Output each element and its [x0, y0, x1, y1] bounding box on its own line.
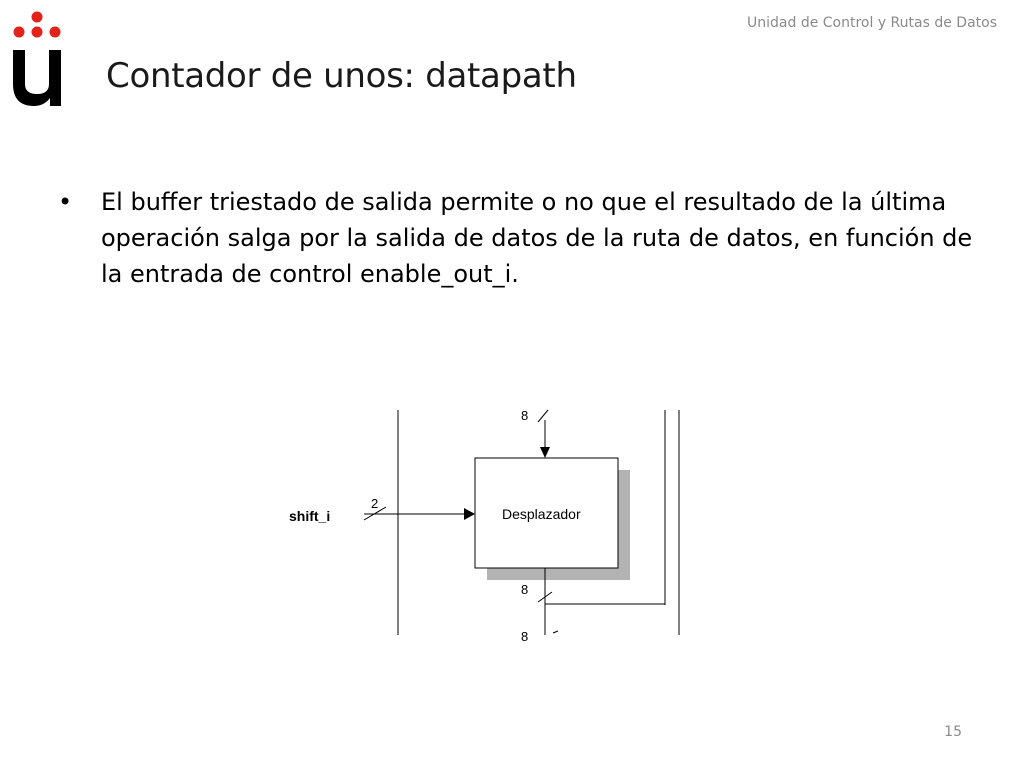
- bullet-item: [58, 184, 988, 292]
- datapath-diagram: [280, 405, 700, 644]
- top-bus-width-label: 8: [521, 408, 529, 423]
- logo-dot-center: [32, 27, 43, 38]
- input-signal-label: shift_i: [289, 508, 331, 524]
- input-width-label: 2: [371, 496, 379, 511]
- partial-bottom-slash: [553, 631, 558, 633]
- logo-dot-top: [32, 12, 43, 23]
- logo-dot-left: [14, 27, 25, 38]
- bullet-mark: •: [58, 188, 73, 216]
- logo-dot-right: [50, 27, 61, 38]
- top-bus-slash: [538, 410, 548, 422]
- logo-letter-u: [13, 50, 61, 106]
- slide-title: Contador de unos: datapath: [106, 56, 577, 96]
- partial-bottom-label: 8: [521, 629, 529, 644]
- input-arrow: [464, 508, 475, 520]
- bottom-bus-width-label: 8: [521, 582, 529, 597]
- header-course-title: Unidad de Control y Rutas de Datos: [747, 15, 997, 31]
- bullet-list: [58, 184, 988, 292]
- bullet-text: El buffer triestado de salida permite o no que el resultado de la última operación salga por la salida de datos de la ruta de datos, en función de la entrada de control enable_out_i.: [101, 188, 973, 288]
- university-logo: [12, 10, 62, 108]
- top-bus-arrow: [540, 447, 550, 458]
- page-number: 15: [944, 724, 962, 740]
- desplazador-block-label: Desplazador: [502, 506, 581, 522]
